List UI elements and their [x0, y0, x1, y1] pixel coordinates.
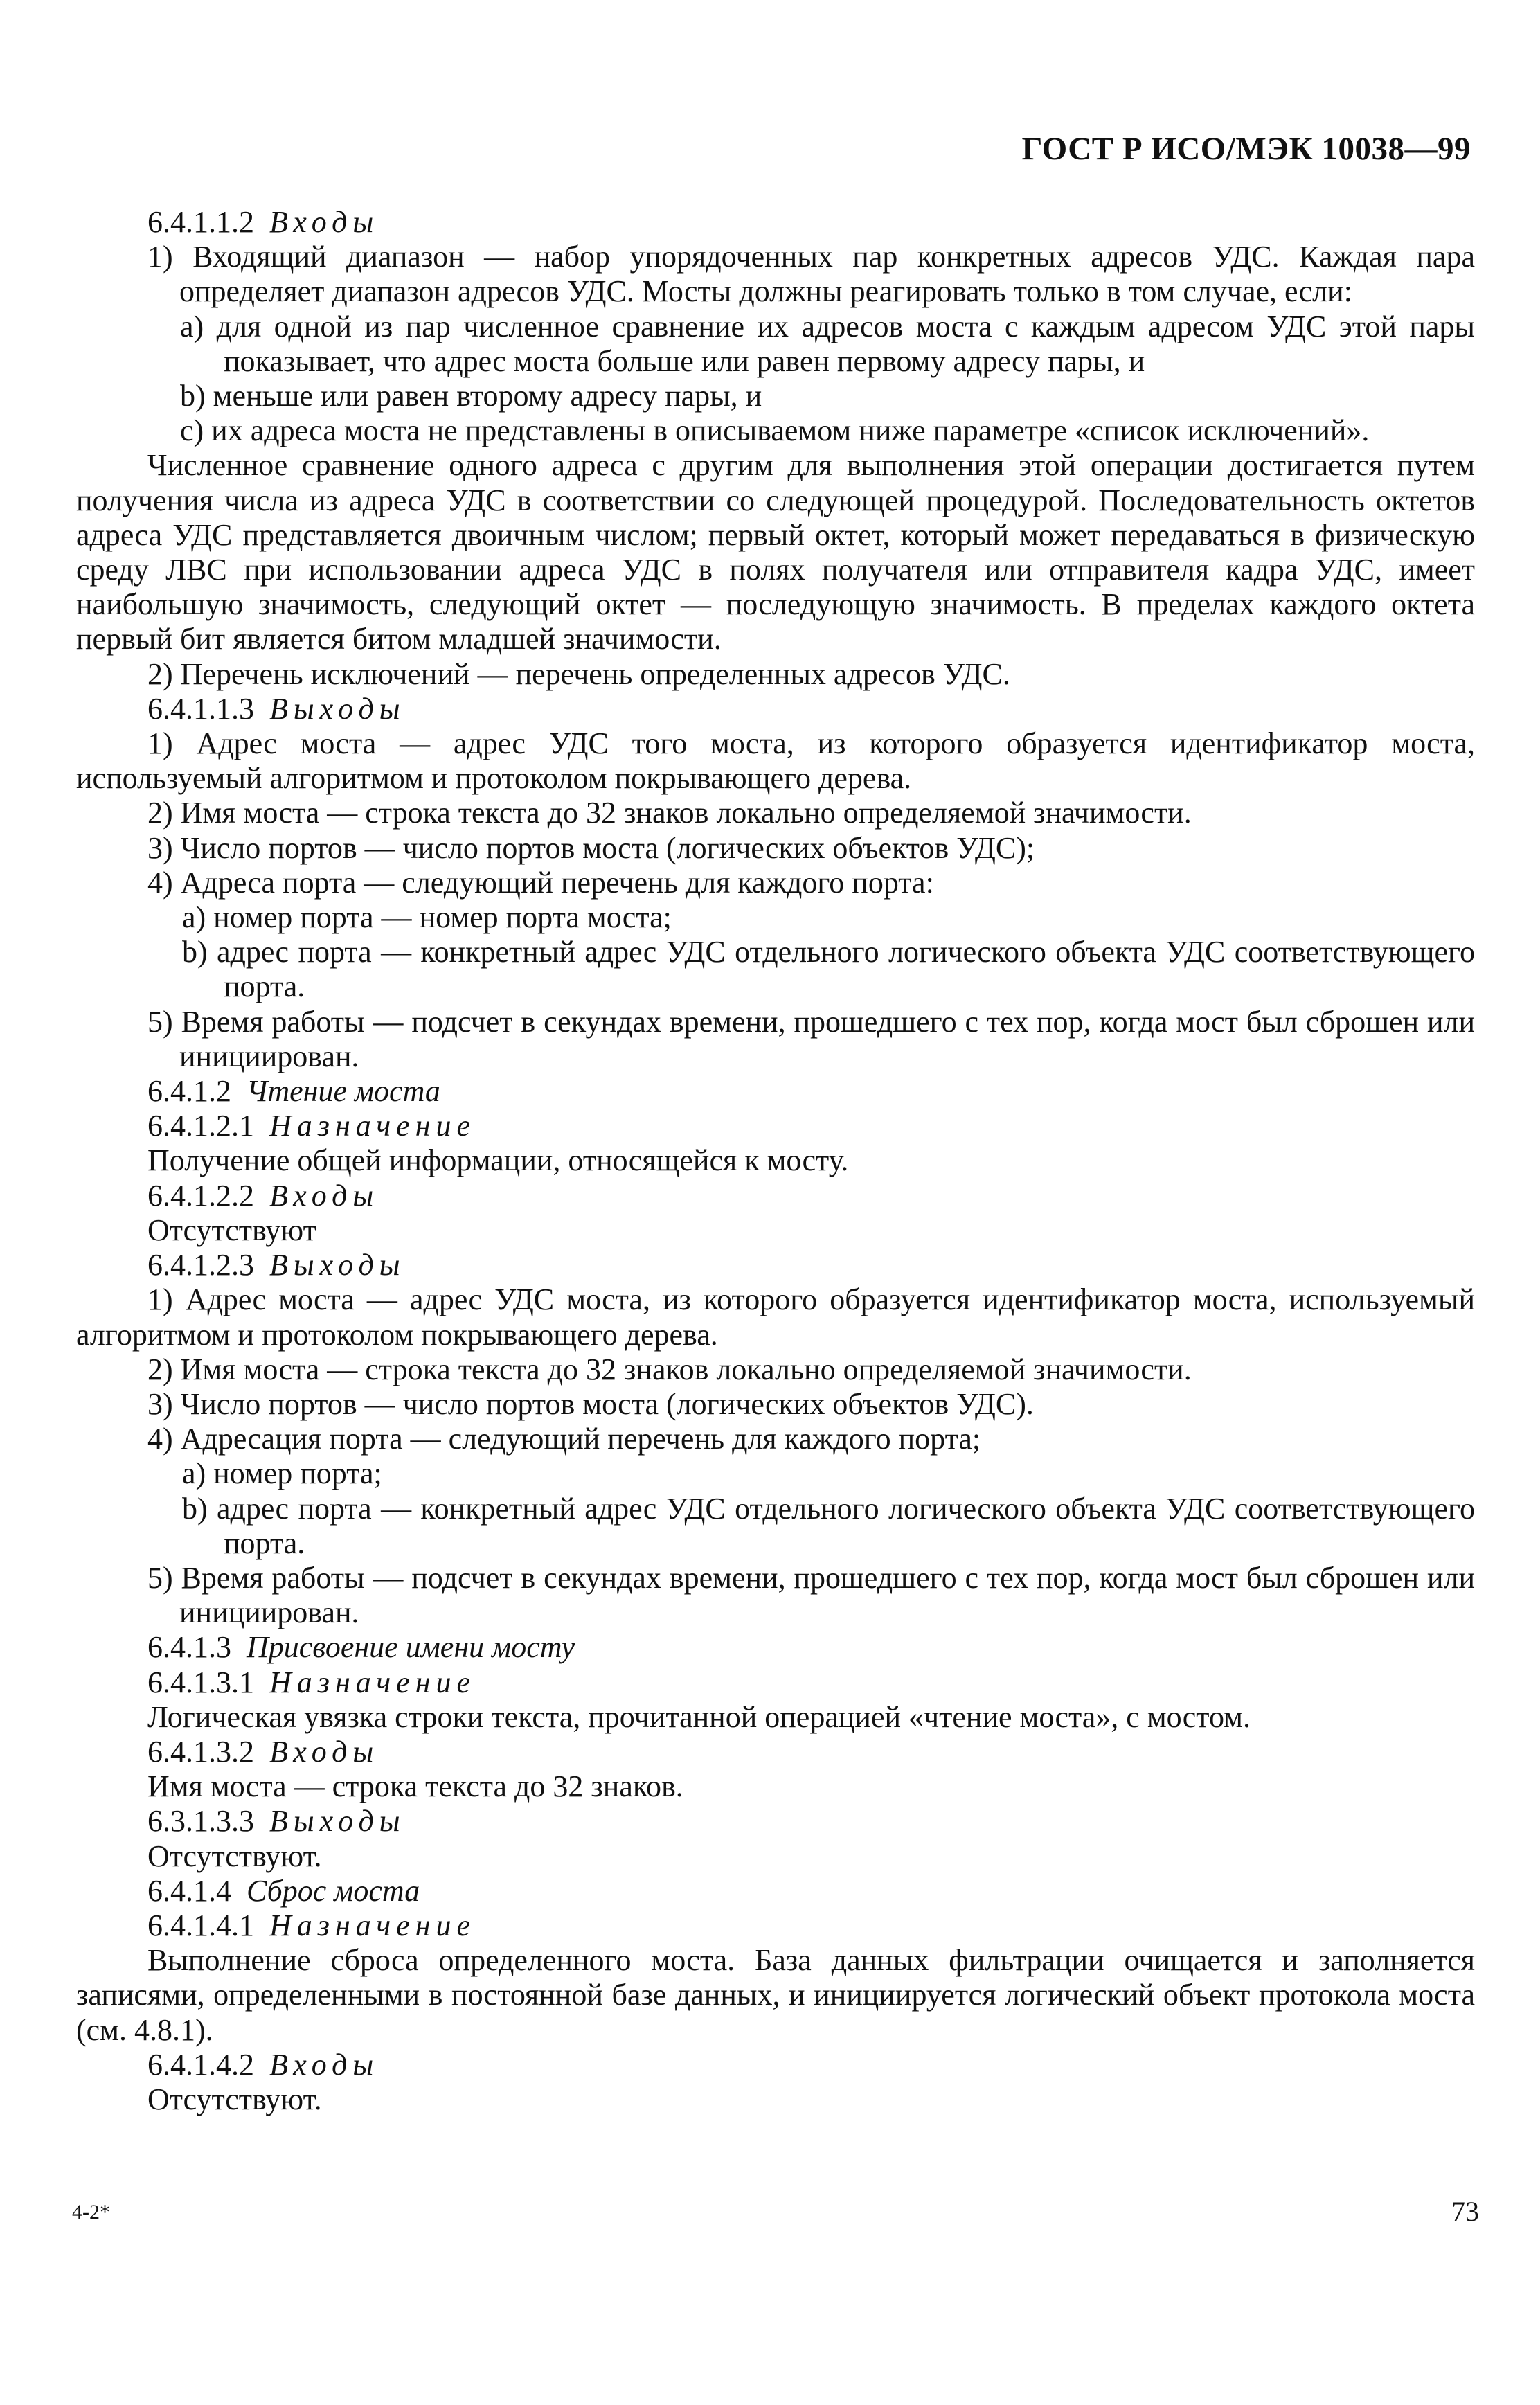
- footer-sheet-mark: 4-2*: [72, 2201, 110, 2224]
- section-heading: [76, 1248, 1475, 1282]
- section-title: Присвоение имени мосту: [247, 1630, 575, 1665]
- paragraph: Отсутствуют.: [147, 2082, 322, 2116]
- paragraph: а) номер порта — номер порта моста;: [182, 900, 672, 935]
- paragraph: 2) Имя моста — строка текста до 32 знаков локально определяемой значимости.: [147, 1352, 1192, 1386]
- section-number: 6.4.1.4: [147, 1873, 231, 1908]
- paragraph: Отсутствуют.: [147, 1839, 322, 1873]
- section-heading: [76, 1735, 1475, 1769]
- section-title: Назначение: [269, 1908, 476, 1942]
- section-title: Чтение моста: [247, 1074, 440, 1109]
- section-number: 6.4.1.3: [147, 1630, 231, 1665]
- section-heading: [76, 1908, 1475, 1943]
- paragraph: 1) Адрес моста — адрес УДС того моста, из которого образуется идентификатор моста, используемый алгоритмом и протоколом покрывающего дерева.: [76, 726, 1475, 796]
- paragraph: b) адрес порта — конкретный адрес УДС отдельного логического объекта УДС соответствующего порта.: [182, 1491, 1475, 1560]
- section-number: 6.4.1.2.2: [147, 1178, 254, 1213]
- paragraph: b) адрес порта — конкретный адрес УДС отдельного логического объекта УДС соответствующего порта.: [182, 935, 1475, 1004]
- section-heading: [76, 1074, 1475, 1109]
- section-title: Входы: [269, 2047, 379, 2082]
- section-heading: [76, 1874, 1475, 1908]
- section-heading: [76, 1630, 1475, 1665]
- section-title: Назначение: [269, 1109, 476, 1143]
- section-title: Сброс моста: [247, 1873, 420, 1908]
- section-heading: [76, 1804, 1475, 1839]
- section-title: Выходы: [269, 1248, 406, 1282]
- section-number: 6.4.1.2.3: [147, 1248, 254, 1282]
- paragraph: 4) Адреса порта — следующий перечень для каждого порта:: [147, 865, 934, 900]
- paragraph: 2) Перечень исключений — перечень определенных адресов УДС.: [147, 656, 1010, 691]
- paragraph: Логическая увязка строки текста, прочитанной операцией «чтение моста», с мостом.: [147, 1699, 1251, 1734]
- paragraph: 4) Адресация порта — следующий перечень для каждого порта;: [147, 1422, 981, 1456]
- paragraph: b) меньше или равен второму адресу пары, и: [180, 379, 762, 413]
- document-body: [76, 205, 1475, 2117]
- section-heading: [76, 1665, 1475, 1700]
- paragraph: 1) Адрес моста — адрес УДС моста, из которого образуется идентификатор моста, используемый алгоритмом и протоколом покрывающего дерева.: [76, 1282, 1475, 1352]
- section-number: 6.4.1.2: [147, 1074, 231, 1109]
- paragraph: а) номер порта;: [182, 1456, 382, 1491]
- section-number: 6.4.1.3.2: [147, 1734, 254, 1769]
- paragraph: Выполнение сброса определенного моста. База данных фильтрации очищается и заполняется записями, определенными в постоянной базе данных, и инициируется логический объект протокола моста (см. 4.8.1).: [76, 1943, 1475, 2047]
- standard-header: ГОСТ Р ИСО/МЭК 10038—99: [1021, 131, 1471, 167]
- section-title: Входы: [269, 1734, 379, 1769]
- paragraph: Получение общей информации, относящейся к мосту.: [147, 1143, 849, 1178]
- paragraph: а) для одной из пар численное сравнение их адресов моста с каждым адресом УДС этой пары показывает, что адрес моста больше или равен первому адресу пары, и: [180, 309, 1475, 378]
- paragraph: 1) Входящий диапазон — набор упорядоченных пар конкретных адресов УДС. Каждая пара определяет диапазон адресов УДС. Мосты должны реагировать только в том случае, если:: [147, 240, 1475, 309]
- paragraph: 3) Число портов — число портов моста (логических объектов УДС).: [147, 1386, 1034, 1421]
- section-heading: [76, 1179, 1475, 1213]
- section-number: 6.3.1.3.3: [147, 1804, 254, 1839]
- page-number: 73: [1451, 2196, 1479, 2227]
- section-title: Выходы: [269, 691, 406, 726]
- paragraph: 5) Время работы — подсчет в секундах времени, прошедшего с тех пор, когда мост был сброшен или инициирован.: [147, 1560, 1475, 1630]
- section-number: 6.4.1.4.1: [147, 1908, 254, 1942]
- section-number: 6.4.1.1.2: [147, 205, 254, 239]
- section-title: Входы: [269, 205, 379, 239]
- paragraph: Отсутствуют: [147, 1213, 316, 1247]
- section-heading: [76, 692, 1475, 726]
- section-heading: [76, 205, 1475, 240]
- paragraph: с) их адреса моста не представлены в описываемом ниже параметре «список исключений».: [180, 413, 1370, 448]
- section-heading: [76, 2048, 1475, 2082]
- section-title: Выходы: [269, 1804, 406, 1839]
- paragraph: 3) Число портов — число портов моста (логических объектов УДС);: [147, 830, 1035, 865]
- paragraph: Имя моста — строка текста до 32 знаков.: [147, 1769, 683, 1804]
- section-number: 6.4.1.3.1: [147, 1665, 254, 1699]
- section-number: 6.4.1.4.2: [147, 2047, 254, 2082]
- section-title: Назначение: [269, 1665, 476, 1699]
- paragraph: 2) Имя моста — строка текста до 32 знаков локально определяемой значимости.: [147, 796, 1192, 830]
- section-title: Входы: [269, 1178, 379, 1213]
- paragraph: Численное сравнение одного адреса с другим для выполнения этой операции достигается путем получения числа из адреса УДС в соответствии со следующей процедурой. Последовательность октетов адреса УДС представляется двоичным числом; первый октет, который может передаваться в физическую среду ЛВС при использовании адреса УДС в полях получателя или отправителя кадра УДС, имеет наибольшую значимость, следующий октет — последующую значимость. В пределах каждого октета первый бит является битом младшей значимости.: [76, 448, 1475, 656]
- section-number: 6.4.1.1.3: [147, 691, 254, 726]
- section-number: 6.4.1.2.1: [147, 1109, 254, 1143]
- paragraph: 5) Время работы — подсчет в секундах времени, прошедшего с тех пор, когда мост был сброшен или инициирован.: [147, 1004, 1475, 1073]
- section-heading: [76, 1109, 1475, 1143]
